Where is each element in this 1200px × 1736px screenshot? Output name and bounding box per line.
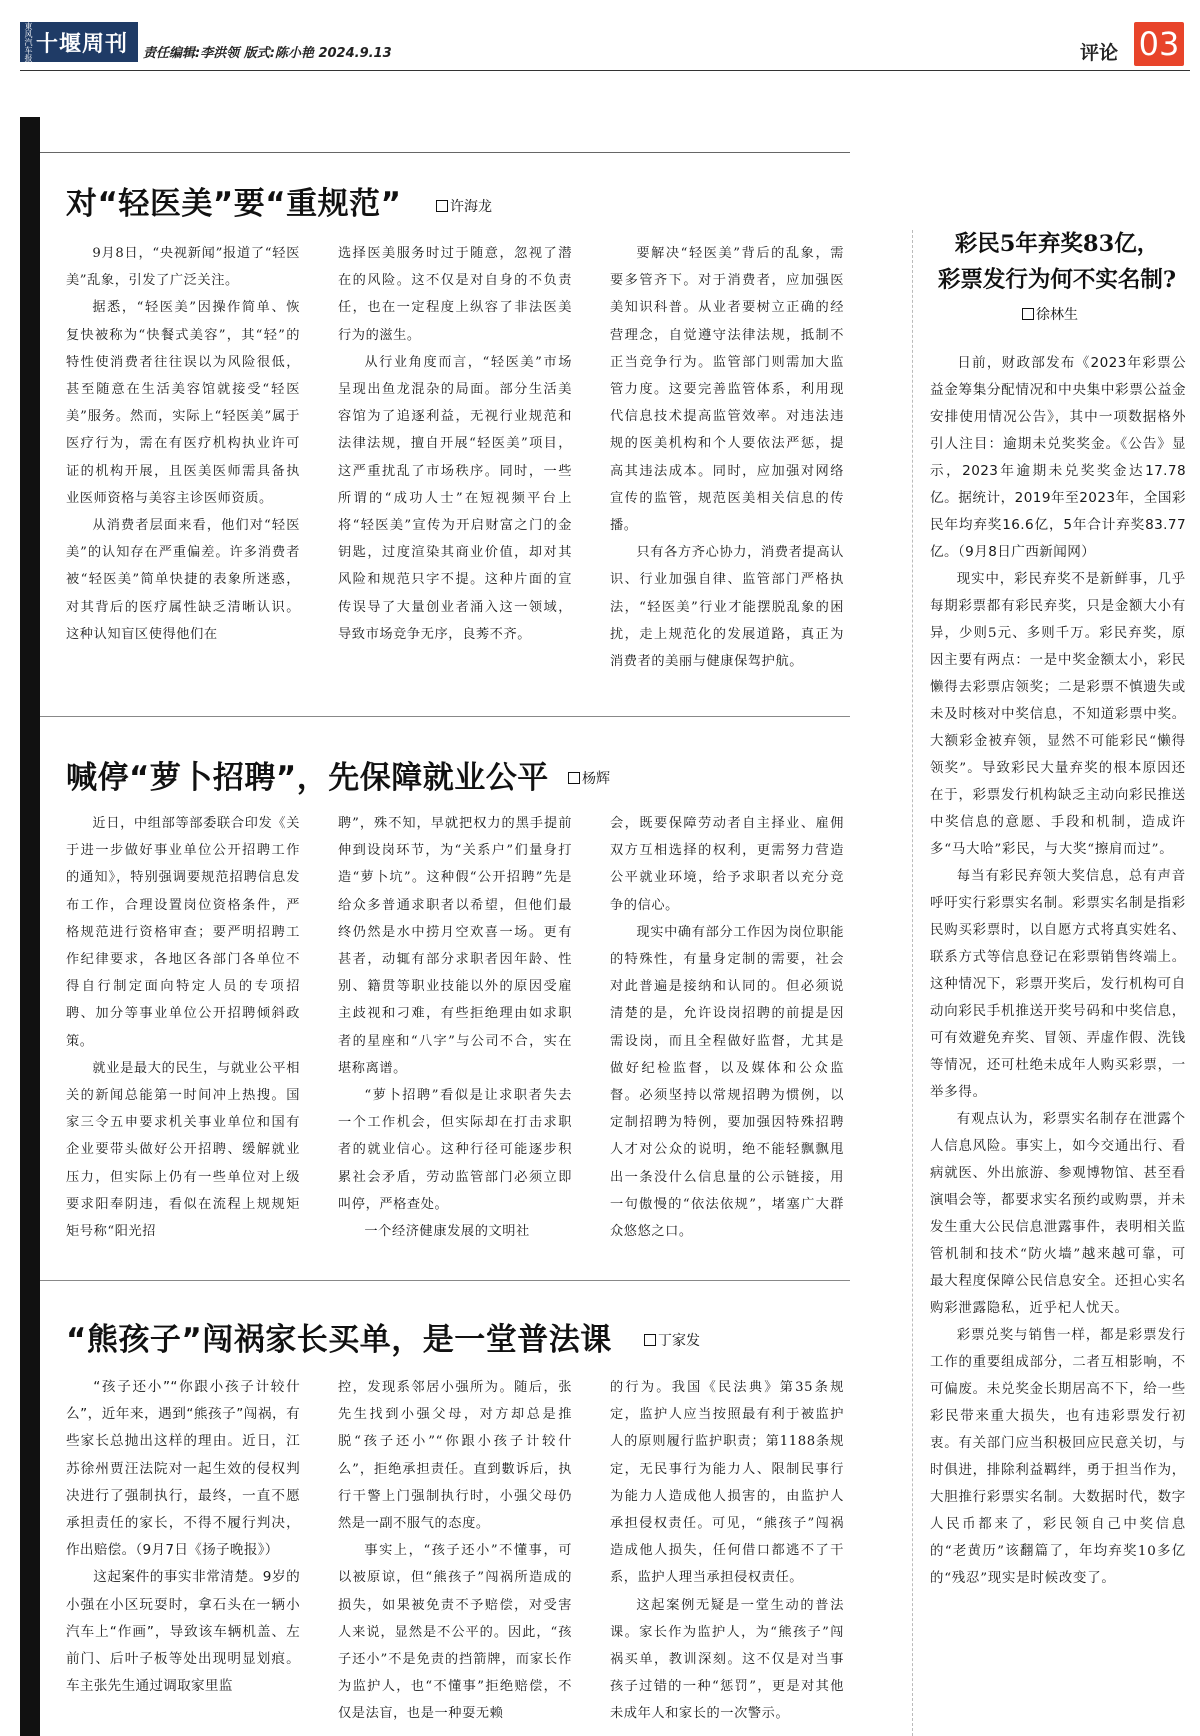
byline-square-icon xyxy=(568,772,580,784)
paragraph: “萝卜招聘”看似是让求职者失去一个工作机会，但实际却在打击求职者的就业信心。这种行径可能逐步积累社会矛盾，劳动监管部门必须立即叫停，严格查处。 xyxy=(338,1088,572,1212)
paragraph: 现实中，彩民弃奖不是新鲜事，几乎每期彩票都有彩民弃奖，只是金额大小有异，少则5元、多则千万。彩民弃奖，原因主要有两点：一是中奖金额太小，彩民懒得去彩票店领奖；二是彩票不慎遗失或未及时核对中奖信息，不知道彩票中奖。大额彩金被弃领，显然不可能彩民“懒得领奖”。导致彩民大量弃奖的根本原因还在于，彩票发行机构缺乏主动向彩民推送中奖信息的意愿、手段和机制，造成许多“马大哈”彩民，与大奖“擦肩而过”。 xyxy=(930,572,1186,857)
article-2-byline xyxy=(568,768,610,788)
masthead-rule xyxy=(20,70,1190,71)
paragraph: 彩票兑奖与销售一样，都是彩票发行工作的重要组成部分，二者互相影响，不可偏废。未兑奖金长期居高不下，给一些彩民带来重大损失，也有违彩票发行初衷。有关部门应当积极回应民意关切，与时俱进，排除利益羁绊，勇于担当作为，大胆推行彩票实名制。大数据时代，数字人民币都来了，彩民领自己中奖信息的“老黄历”该翻篇了，年均弃奖10多亿的“残忍”现实是时候改变了。 xyxy=(930,1328,1186,1586)
article-2-column-2 xyxy=(338,810,572,1245)
paragraph: 从行业角度而言，“轻医美”市场呈现出鱼龙混杂的局面。部分生活美容馆为了追逐利益，无视行业规范和法律法规，擅自开展“轻医美”项目，这严重扰乱了市场秩序。同时，一些所谓的“成功人士”在短视频平台上将“轻医美”宣传为开启财富之门的金钥匙，过度渲染其商业价值，却对其风险和规范只字不提。这种片面的宣传误导了大量创业者涌入这一领域，导致市场竞争无序，良莠不齐。 xyxy=(338,354,572,642)
paragraph: 有观点认为，彩票实名制存在泄露个人信息风险。事实上，如今交通出行、看病就医、外出旅游、参观博物馆、甚至看演唱会等，都要求实名预约或购票，并未发生重大公民信息泄露事件，表明相关监管机制和技术“防火墙”越来越可靠，可最大程度保障公民信息安全。还担心实名购彩泄露隐私，近乎杞人忧天。 xyxy=(930,1112,1186,1316)
byline-square-icon xyxy=(436,200,448,212)
paragraph: 就业是最大的民生，与就业公平相关的新闻总能第一时间冲上热搜。国家三令五申要求机关事业单位和国有企业要带头做好公开招聘、缓解就业压力，但实际上仍有一些单位对上级要求阳奉阴违，看似在流程上规规矩矩号称“阳光招 xyxy=(66,1060,300,1240)
article-1-byline xyxy=(436,196,492,216)
paragraph: 的行为。我国《民法典》第35条规定，监护人应当按照最有利于被监护人的原则履行监护职责；第1188条规定，无民事行为能力人、限制民事行为能力人造成他人损害的，由监护人承担侵权责任。可见，“熊孩子”闯祸造成他人损失，任何借口都逃不了干系，监护人理当承担侵权责任。 xyxy=(610,1380,844,1586)
page-number-badge: 03 xyxy=(1134,22,1184,66)
paragraph: 只有各方齐心协力，消费者提高认识、行业加强自律、监管部门严格执法，“轻医美”行业才能摆脱乱象的困扰，走上规范化的发展道路，真正为消费者的美丽与健康保驾护航。 xyxy=(610,545,844,670)
sidebar-divider xyxy=(912,230,913,1736)
paragraph: 事实上，“孩子还小”不懂事，可以被原谅，但“熊孩子”闯祸所造成的损失，如果被免责不予赔偿，对受害人来说，显然是不公平的。因此，“孩子还小”不是免责的挡箭牌，而家长作为监护人，也“不懂事”拒绝赔偿，不仅是法盲，也是一种耍无赖 xyxy=(338,1543,572,1722)
paragraph: 要解决“轻医美”背后的乱象，需要多管齐下。对于消费者，应加强医美知识科普。从业者要树立正确的经营理念，自觉遵守法律法规，抵制不正当竞争行为。监管部门则需加大监管力度。这要完善监管体系，利用现代信息技术提高监管效率。对违法违规的医美机构和个人要依法严惩，提高其违法成本。同时，应加强对网络宣传的监管，规范医美相关信息的传播。 xyxy=(610,246,844,534)
paragraph: 一个经济健康发展的文明社 xyxy=(364,1224,530,1240)
paragraph: 日前，财政部发布《2023年彩票公益金筹集分配情况和中央集中彩票公益金安排使用情况公告》，其中一项数据格外引人注目：逾期未兑奖奖金。《公告》显示，2023年逾期未兑奖奖金达17.78亿。据统计，2019年至2023年，全国彩民年均弃奖16.6亿，5年合计弃奖83.77亿。（9月8日广西新闻网） xyxy=(930,355,1186,560)
article-2-column-3 xyxy=(610,810,844,1245)
paragraph: 会，既要保障劳动者自主择业、雇佣双方互相选择的权利，更需努力营造公平就业环境，给予求职者以充分竞争的信心。 xyxy=(610,816,844,913)
sidebar-body xyxy=(930,350,1186,1592)
editor-credits: 责任编辑:李洪领 版式:陈小艳 2024.9.13 xyxy=(143,46,392,61)
masthead xyxy=(0,0,1200,100)
logo-title: 十堰周刊 xyxy=(36,30,129,57)
paragraph: 从消费者层面来看，他们对“轻医美”的认知存在严重偏差。许多消费者被“轻医美”简单快捷的表象所迷惑，对其背后的医疗属性缺乏清晰认识。这种认知盲区使得他们在 xyxy=(66,518,300,642)
sidebar-byline xyxy=(1022,304,1078,324)
article-1-column-3 xyxy=(610,240,844,675)
article-separator xyxy=(40,1280,850,1281)
paragraph: “孩子还小”“你跟小孩子计较什么”，近年来，遇到“熊孩子”闯祸，有些家长总抛出这样的理由。近日，江苏徐州贾汪法院对一起生效的侵权判决进行了强制执行，最终，一直不愿承担责任的家长，不得不履行判决，作出赔偿。（9月7日《扬子晚报》） xyxy=(66,1379,300,1559)
article-2-headline: 喊停“萝卜招聘”，先保障就业公平 xyxy=(66,760,549,796)
sidebar-headline xyxy=(928,226,1186,298)
paragraph: 聘”，殊不知，早就把权力的黑手提前伸到设岗环节，为“关系户”们量身打造“萝卜坑”。这种假“公开招聘”先是给众多普通求职者以希望，但他们最终仍然是水中捞月空欢喜一场。更有甚者，动辄有部分求职者因年龄、性别、籍贯等职业技能以外的原因受雇主歧视和刁难，有些拒绝理由如求职者的星座和“八字”与公司不合，实在堪称离谱。 xyxy=(338,816,572,1076)
paragraph: 这起案件的事实非常清楚。9岁的小强在小区玩耍时，拿石头在一辆小汽车上“作画”，导致该车辆机盖、左前门、后叶子板等处出现明显划痕。车主张先生通过调取家里监 xyxy=(66,1569,300,1695)
article-2-column-1 xyxy=(66,810,300,1245)
article-3-byline xyxy=(644,1330,700,1350)
article-3-column-1 xyxy=(66,1374,300,1700)
byline-author: 许海龙 xyxy=(450,199,492,215)
paragraph: 据悉，“轻医美”因操作简单、恢复快被称为“快餐式美容”，其“轻”的特性使消费者往往误以为风险很低，甚至随意在生活美容馆就接受“轻医美”服务。然而，实际上“轻医美”属于医疗行为，需在有医疗机构执业许可证的机构开展，且医美医师需具备执业医师资格与美容主诊医师资质。 xyxy=(66,300,300,506)
paragraph: 这起案例无疑是一堂生动的普法课。家长作为监护人，为“熊孩子”闯祸买单，教训深刻。这不仅是对当事孩子过错的一种“惩罚”，更是对其他未成年人和家长的一次警示。 xyxy=(610,1597,844,1722)
logo-side-text: 東风汽车报 xyxy=(24,22,33,62)
paragraph: 近日，中组部等部委联合印发《关于进一步做好事业单位公开招聘工作的通知》，特别强调要规范招聘信息发布工作，合理设置岗位资格条件，严格规范进行资格审查；要严明招聘工作纪律要求，各地区各部门各单位不得自行制定面向特定人员的专项招聘、加分等事业单位公开招聘倾斜政策。 xyxy=(66,816,300,1049)
byline-author: 丁家发 xyxy=(658,1333,700,1349)
section-label: 评论 xyxy=(1080,42,1119,64)
paragraph: 9月8日，“央视新闻”报道了“轻医美”乱象，引发了广泛关注。 xyxy=(66,246,300,289)
article-1-column-1 xyxy=(66,240,300,648)
sidebar-headline-line-2: 彩票发行为何不实名制? xyxy=(937,267,1177,293)
byline-square-icon xyxy=(1022,308,1034,320)
article-3-column-3 xyxy=(610,1374,844,1728)
byline-square-icon xyxy=(644,1334,656,1346)
article-separator xyxy=(40,716,850,717)
paragraph: 每当有彩民弃领大奖信息，总有声音呼吁实行彩票实名制。彩票实名制是指彩民购买彩票时，以自愿方式将真实姓名、联系方式等信息登记在彩票销售终端上。这种情况下，彩票开奖后，发行机构可自动向彩民手机推送开奖号码和中奖信息，可有效避免弃奖、冒领、弄虚作假、洗钱等情况，还可杜绝未成年人购买彩票，一举多得。 xyxy=(930,869,1186,1100)
paragraph: 现实中确有部分工作因为岗位职能的特殊性，有量身定制的需要，社会对此普遍是接纳和认同的。但必须说清楚的是，允许设岗招聘的前提是因需设岗，而且全程做好监督，尤其是做好纪检监督，以及媒体和公众监督。必须坚持以常规招聘为惯例，以定制招聘为特例，要加强因特殊招聘人才对公众的说明，绝不能轻飘飘甩出一条没什么信息量的公示链接，用一句傲慢的“依法依规”，堵塞广大群众悠悠之口。 xyxy=(610,924,844,1240)
left-decorative-bar xyxy=(20,117,40,1736)
byline-author: 杨辉 xyxy=(582,771,610,787)
byline-author: 徐林生 xyxy=(1036,307,1078,323)
top-rule xyxy=(40,152,850,153)
newspaper-logo xyxy=(20,22,138,62)
sidebar-headline-line-1: 彩民5年弃奖83亿， xyxy=(954,231,1160,257)
paragraph: 控，发现系邻居小强所为。随后，张先生找到小强父母，对方却总是推脱“孩子还小”“你跟小孩子计较什么”，拒绝承担责任。直到數诉后，执行干警上门强制执行时，小强父母仍然是一副不服气的态度。 xyxy=(338,1380,572,1532)
article-1-headline: 对“轻医美”要“重规范” xyxy=(66,186,402,222)
article-3-headline: “熊孩子”闯祸家长买单，是一堂普法课 xyxy=(66,1322,612,1358)
article-3-column-2 xyxy=(338,1374,572,1728)
paragraph: 选择医美服务时过于随意，忽视了潜在的风险。这不仅是对自身的不负责任，也在一定程度上纵容了非法医美行为的滋生。 xyxy=(338,246,572,343)
article-1-column-2 xyxy=(338,240,572,648)
